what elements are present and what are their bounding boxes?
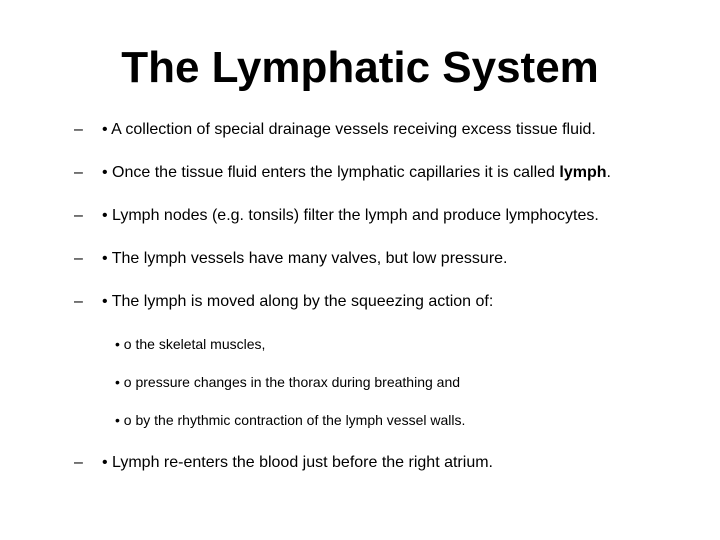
dash-marker: – <box>74 207 83 224</box>
sub-bullet-text: • o by the rhythmic contraction of the lymph vessel walls. <box>115 412 466 428</box>
sub-bullet-item <box>115 410 465 430</box>
bullet-text-end: . <box>606 164 611 181</box>
slide-title-text: The Lymphatic System <box>121 43 599 92</box>
sub-bullet-item <box>115 372 460 392</box>
dash-marker: – <box>74 121 83 138</box>
dash-marker: – <box>74 454 83 471</box>
sub-bullet-item <box>115 334 265 354</box>
sub-bullet-text: • o pressure changes in the thorax during breathing and <box>115 374 461 390</box>
bullet-text <box>102 162 611 184</box>
dash-marker: – <box>74 164 83 181</box>
bullet-text-start: • Once the tissue fluid enters the lymphatic capillaries it is called <box>102 164 560 181</box>
bullet-text: • The lymph is moved along by the squeezing action of: <box>102 293 494 310</box>
sub-bullet-text: • o the skeletal muscles, <box>115 336 266 352</box>
bullet-text: • A collection of special drainage vessels receiving excess tissue fluid. <box>102 121 596 138</box>
bullet-text: • Lymph nodes (e.g. tonsils) filter the lymph and produce lymphocytes. <box>102 207 599 224</box>
dash-marker: – <box>74 250 83 267</box>
slide-title <box>0 40 720 96</box>
bullet-text: • Lymph re-enters the blood just before the right atrium. <box>102 454 493 471</box>
lymph-term: lymph <box>559 164 607 181</box>
dash-marker: – <box>74 293 83 310</box>
bullet-text: • The lymph vessels have many valves, but low pressure. <box>102 250 508 267</box>
